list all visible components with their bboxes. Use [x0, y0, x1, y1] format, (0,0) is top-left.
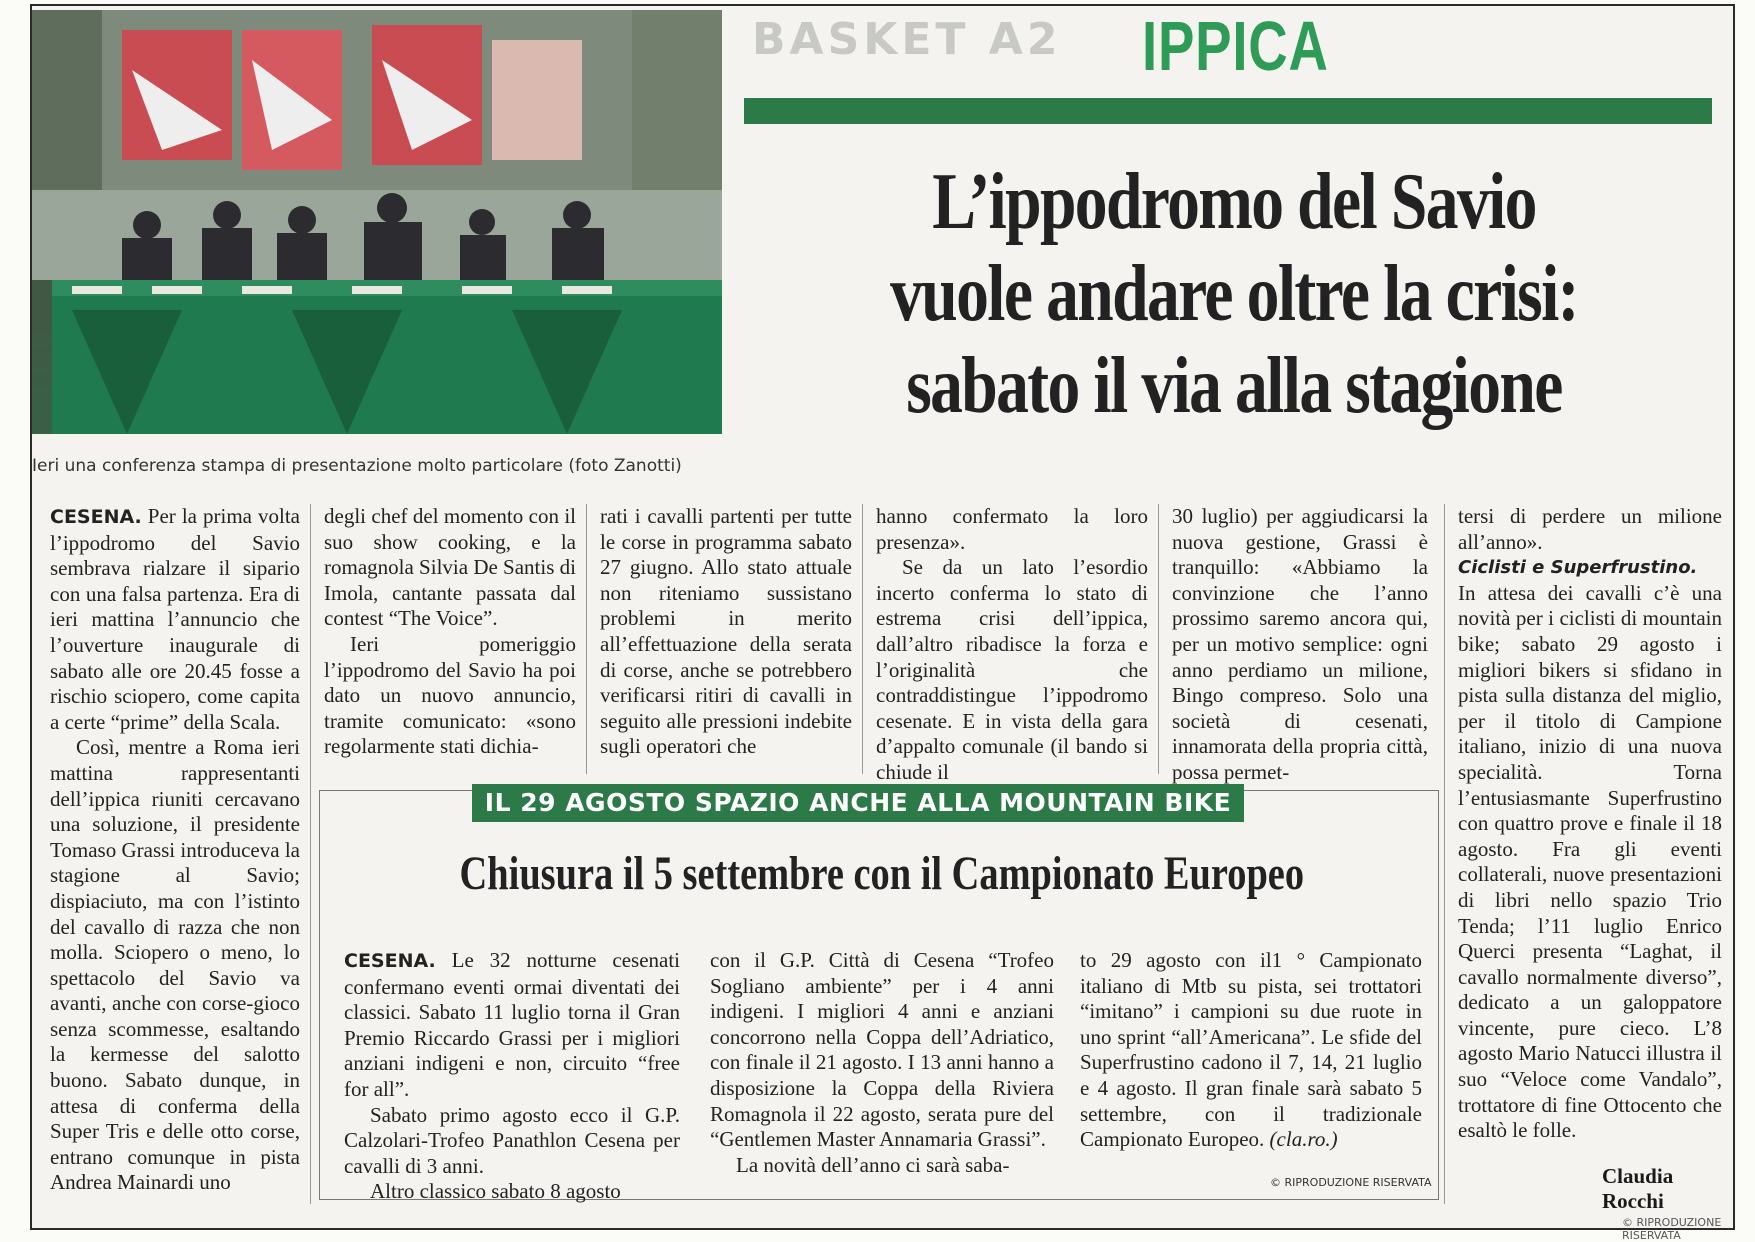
- headline-line-3: sabato il via alla stagione: [906, 342, 1562, 430]
- column-divider: [862, 504, 863, 774]
- article-paragraph: tersi di perdere un milione all’anno».: [1458, 504, 1722, 554]
- column-divider: [586, 504, 587, 774]
- article-column-6: [1458, 504, 1722, 1162]
- article-paragraph: 30 luglio) per aggiudicarsi la nuova gestione, Grassi è tranquillo: «Abbiamo la convinzione che l’anno prossimo saremo ancora qui, per un motivo semplice: ogni anno perdiamo un milione, Bingo compreso. Solo una società di cesenati, innamorata della propria città, possa permet-: [1172, 504, 1428, 784]
- box-signature: (cla.ro.): [1269, 1127, 1338, 1152]
- article-column-4: [876, 504, 1148, 782]
- article-column-1: [50, 504, 300, 1224]
- press-conference-photo: [32, 10, 722, 434]
- column-divider: [1158, 504, 1159, 774]
- article-paragraph: Ieri pomeriggio l’ippodromo del Savio ha poi dato un nuovo annuncio, tramite comunicato: «sono regolarmente stati dichia-: [324, 631, 576, 759]
- article-paragraph: CESENA. Per la prima volta l’ippodromo del Savio sembrava rialzare il sipario con una falsa partenza. Era di ieri mattina l’annuncio che l’ouverture inaugurale di sabato alle ore 20.45 fosse a rischio sciopero, come capita a certe “prime” della Scala.: [50, 504, 300, 734]
- box-kicker: CESENA.: [344, 950, 436, 972]
- headline-line-1: L’ippodromo del Savio: [932, 158, 1536, 246]
- article-paragraph: Così, mentre a Roma ieri mattina rappresentanti dell’ippica riuniti cercavano una soluzione, il presidente Tomaso Grassi introduceva la stagione al Savio; dispiaciuto, ma con l’istinto del cavallo di razza che non molla. Sciopero o meno, lo spettacolo del Savio va avanti, anche con corse-gioco senza scommesse, esaltando la kermesse del salotto buono. Sabato dunque, in attesa di conferma della Super Tris e delle otto corse, entrano comunque in pista Andrea Mainardi uno: [50, 735, 300, 1195]
- column-divider: [310, 504, 311, 1204]
- article-paragraph: to 29 agosto con il1 ° Campionato italiano di Mtb su pista, sei trottatori “imitano” i campioni su due ruote in uno sprint “all’Americana”. Le sfide del Superfrustino cadono il 7, 14, 21 luglio e 4 agosto. Il gran finale sarà sabato 5 settembre, con il tradizionale Campionato Europeo. (cla.ro.): [1080, 948, 1422, 1152]
- article-paragraph: hanno confermato la loro presenza».: [876, 504, 1148, 554]
- article-paragraph: con il G.P. Città di Cesena “Trofeo Sogliano ambiente” per i 4 anni indigeni. I migliori 4 anni e anziani concorrono nella Coppa dell’Adriatico, con finale il 21 agosto. I 13 anni hanno a disposizione la Coppa della Riviera Romagnola il 22 agosto, serata pure del “Gentlemen Master Annamaria Grassi”.: [710, 948, 1054, 1152]
- copyright-notice: © RIPRODUZIONE RISERVATA: [1622, 1216, 1722, 1242]
- box-column-2: [710, 948, 1054, 1198]
- article-column-2: [324, 504, 576, 782]
- article-paragraph: degli chef del momento con il suo show cooking, e la romagnola Silvia De Santis di Imola, cantante passata dal contest “The Voice”.: [324, 504, 576, 631]
- article-subheading: Ciclisti e Superfrustino.: [1458, 557, 1698, 579]
- headline: [744, 156, 1724, 432]
- box-copyright: © RIPRODUZIONE RISERVATA: [1270, 1176, 1432, 1189]
- article-paragraph: In attesa dei cavalli c’è una novità per i ciclisti di mountain bike; sabato 29 agosto i migliori bikers si sfidano in pista sulla distanza del miglio, per il titolo di Campione italiano, inizio di una nuova specialità. Torna l’entusiasmante Superfrustino con quattro prove e finale il 18 agosto. Fra gli eventi collaterali, nuove presentazioni di libri nello spazio Trio Tenda; l’11 luglio Enrico Querci presenta “Laghat, il cavallo normalmente diverso”, dedicato a un galoppatore vincente, pure cieco. L’8 agosto Mario Natucci illustra il suo “Veloce come Vandalo”, trottatore di fine Ottocento che esaltò le folle.: [1458, 580, 1722, 1143]
- newspaper-clipping: [30, 4, 1735, 1242]
- article-kicker: CESENA.: [50, 506, 142, 528]
- article-paragraph: CESENA. Le 32 notturne cesenati confermano eventi ormai diventati dei classici. Sabato 11 luglio torna il Gran Premio Riccardo Grassi per i migliori anziani indigeni e non, circuito “free for all”.: [344, 948, 680, 1101]
- box-column-1: [344, 948, 680, 1204]
- article-paragraph: Sabato primo agosto ecco il G.P. Calzolari-Trofeo Panathlon Cesena per cavalli di 3 anni.: [344, 1102, 680, 1178]
- column-divider: [1444, 504, 1445, 1204]
- bleed-through-header: BASKET A2: [752, 14, 1062, 65]
- article-paragraph: La novità dell’anno ci sarà saba-: [736, 1152, 1010, 1177]
- author-byline: Claudia Rocchi: [1602, 1164, 1674, 1213]
- section-title: IPPICA: [1142, 7, 1329, 85]
- article-column-5: [1172, 504, 1428, 782]
- article-paragraph: Altro classico sabato 8 agosto: [370, 1179, 621, 1204]
- photo-caption: Ieri una conferenza stampa di presentazione molto particolare (foto Zanotti): [32, 456, 682, 476]
- section-rule: [744, 98, 1712, 124]
- article-paragraph: rati i cavalli partenti per tutte le corse in programma sabato 27 giugno. Allo stato attuale non riteniamo sussistano problemi in merito all’effettuazione della serata di corse, anche se potrebbero verificarsi ritiri di cavalli in seguito alle pressioni indebite sugli operatori che: [600, 504, 852, 759]
- article-column-3: [600, 504, 852, 782]
- box-column-3: [1080, 948, 1422, 1176]
- headline-line-2: vuole andare oltre la crisi:: [890, 250, 1578, 338]
- box-title: Chiusura il 5 settembre con il Campionato Europeo: [459, 847, 1305, 900]
- box-banner: IL 29 AGOSTO SPAZIO ANCHE ALLA MOUNTAIN BIKE: [472, 784, 1244, 822]
- article-paragraph: Se da un lato l’esordio incerto conferma lo stato di estrema crisi dell’ippica, dall’altro ribadisce la forza e l’originalità che contraddistingue l’ippodromo cesenate. E in vista della gara d’appalto comunale (il bando si chiude il: [876, 555, 1148, 784]
